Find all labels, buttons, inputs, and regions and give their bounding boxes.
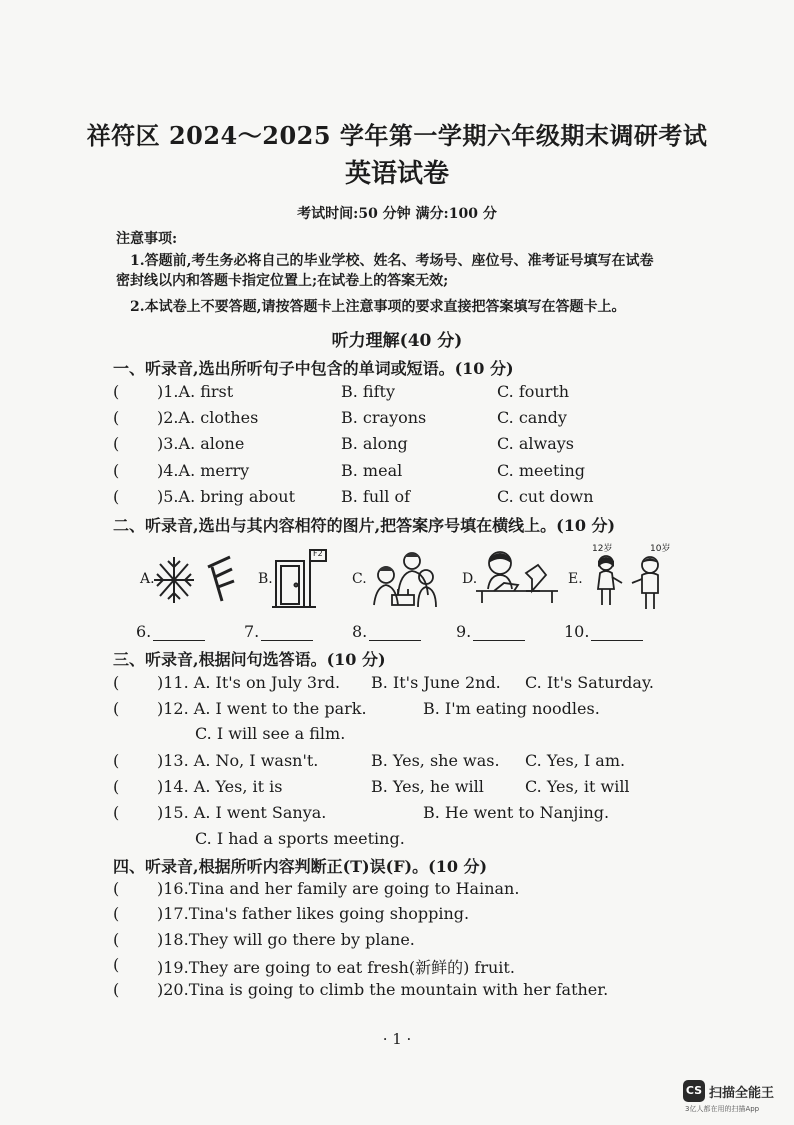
answer-paren: ( (113, 751, 120, 770)
judgement-statement: )20.Tina is going to climb the mountain with her father. (157, 980, 609, 999)
camscanner-logo-icon: CS (683, 1080, 705, 1102)
question-option-a: )15. A. I went Sanya. (157, 803, 327, 822)
exam-info: 考试时间:50 分钟 满分:100 分 (297, 206, 497, 222)
question-row (113, 673, 693, 695)
question-row (113, 699, 693, 721)
section4-title: 四、听录音,根据所听内容判断正(T)误(F)。(10 分) (113, 857, 488, 876)
question-option-a: )3.A. alone (157, 434, 245, 453)
answer-blank[interactable] (136, 622, 205, 641)
judgement-row (113, 980, 693, 1002)
question-option-a: )5.A. bring about (157, 487, 296, 506)
picture-a (140, 545, 240, 615)
age-label-right: 10岁 (650, 544, 671, 554)
part-title: 听力理解(40 分) (331, 331, 463, 351)
question-option-b: B. crayons (341, 408, 427, 427)
picture-e-label: E. (568, 571, 583, 587)
question-option-c: C. It's Saturday. (525, 673, 654, 692)
answer-paren: ( (113, 955, 120, 974)
watermark-app-name: 扫描全能王 (709, 1086, 775, 1101)
answer-paren: ( (113, 904, 120, 923)
scanner-watermark (683, 1080, 787, 1114)
question-option-a: )14. A. Yes, it is (157, 777, 283, 796)
answer-paren: ( (113, 980, 120, 999)
girl-reading-icon (474, 545, 560, 609)
question-option-a: )2.A. clothes (157, 408, 259, 427)
answer-paren: ( (113, 930, 120, 949)
question-option-a: )12. A. I went to the park. (157, 699, 367, 718)
picture-a-label: A. (140, 571, 155, 587)
blank-number: 10. (564, 622, 590, 641)
question-row (113, 487, 693, 509)
question-row-continued (113, 724, 693, 746)
answer-blank[interactable] (352, 622, 421, 641)
page-number: · 1 · (382, 1030, 412, 1048)
picture-d (462, 545, 562, 615)
judgement-statement: )19.They are going to eat fresh(新鲜的) fruit. (157, 958, 515, 977)
question-option-a: )4.A. merry (157, 461, 250, 480)
blank-number: 7. (244, 622, 260, 641)
answer-paren: ( (113, 699, 120, 718)
judgement-row (113, 904, 693, 926)
answer-paren: ( (113, 382, 120, 401)
question-row (113, 803, 693, 825)
question-option-b: B. along (341, 434, 408, 453)
answer-paren: ( (113, 461, 120, 480)
question-row (113, 751, 693, 773)
answer-paren: ( (113, 673, 120, 692)
question-option-c: C. Yes, it will (525, 777, 630, 796)
question-row (113, 408, 693, 430)
snowflake-icon (152, 553, 238, 607)
question-option-c: C. fourth (497, 382, 570, 401)
picture-d-label: D. (462, 571, 478, 587)
picture-c-label: C. (352, 571, 367, 587)
judgement-row (113, 879, 693, 901)
question-row-continued (113, 829, 693, 851)
answer-paren: ( (113, 487, 120, 506)
section2-title: 二、听录音,选出与其内容相符的图片,把答案序号填在横线上。(10 分) (113, 516, 616, 535)
notice-heading: 注意事项: (116, 231, 178, 247)
question-option-c: C. always (497, 434, 574, 453)
question-option-b: B. Yes, he will (371, 777, 484, 796)
answer-blanks (136, 622, 696, 644)
blank-number: 8. (352, 622, 368, 641)
picture-b-label: B. (258, 571, 273, 587)
exam-title: 祥符区 2024～2025 学年第一学期六年级期末调研考试 (86, 121, 708, 150)
question-row (113, 777, 693, 799)
blank-number: 6. (136, 622, 152, 641)
door-sign-label: F2 (313, 549, 323, 558)
notice-item-1 (116, 251, 706, 291)
question-option-c: C. I had a sports meeting. (195, 829, 405, 848)
notice-item-2: 2.本试卷上不要答题,请按答题卡上注意事项的要求直接把答案填写在答题卡上。 (130, 299, 626, 315)
watermark-tagline: 3亿人都在用的扫描App (685, 1105, 760, 1113)
answer-paren: ( (113, 434, 120, 453)
question-option-b: B. fifty (341, 382, 395, 401)
answer-blank[interactable] (244, 622, 313, 641)
question-option-b: B. Yes, she was. (371, 751, 500, 770)
notice-item-1-line2: 密封线以内和答题卡指定位置上;在试卷上的答案无效; (116, 273, 449, 289)
question-option-c: C. candy (497, 408, 567, 427)
question-option-b: B. I'm eating noodles. (423, 699, 600, 718)
question-row (113, 382, 693, 404)
question-option-c: C. Yes, I am. (525, 751, 626, 770)
picture-c (352, 545, 444, 615)
picture-row (140, 545, 680, 615)
section1-title: 一、听录音,选出所听句子中包含的单词或短语。(10 分) (113, 359, 514, 378)
judgement-statement: )17.Tina's father likes going shopping. (157, 904, 470, 923)
answer-paren: ( (113, 408, 120, 427)
question-option-c: C. I will see a film. (195, 724, 346, 743)
family-party-icon (364, 547, 440, 611)
question-option-a: )13. A. No, I wasn't. (157, 751, 319, 770)
notice-item-1-line1: 1.答题前,考生务必将自己的毕业学校、姓名、考场号、座位号、准考证号填写在试卷 (130, 253, 654, 269)
question-option-b: B. It's June 2nd. (371, 673, 501, 692)
answer-paren: ( (113, 879, 120, 898)
two-kids-icon (586, 553, 676, 613)
question-option-a: )11. A. It's on July 3rd. (157, 673, 341, 692)
question-row (113, 461, 693, 483)
question-row (113, 434, 693, 456)
answer-blank[interactable] (564, 622, 643, 641)
question-option-c: C. meeting (497, 461, 586, 480)
question-option-c: C. cut down (497, 487, 594, 506)
picture-b (258, 545, 338, 615)
question-option-b: B. full of (341, 487, 411, 506)
picture-e (568, 545, 680, 615)
judgement-statement: )18.They will go there by plane. (157, 930, 415, 949)
blank-number: 9. (456, 622, 472, 641)
question-option-b: B. He went to Nanjing. (423, 803, 610, 822)
judgement-row (113, 955, 693, 977)
answer-blank[interactable] (456, 622, 525, 641)
exam-subtitle: 英语试卷 (344, 159, 449, 189)
answer-paren: ( (113, 803, 120, 822)
judgement-row (113, 930, 693, 952)
question-option-a: )1.A. first (157, 382, 234, 401)
question-option-b: B. meal (341, 461, 403, 480)
judgement-statement: )16.Tina and her family are going to Hainan. (157, 879, 520, 898)
age-label-left: 12岁 (592, 544, 613, 554)
answer-paren: ( (113, 777, 120, 796)
section3-title: 三、听录音,根据问句选答语。(10 分) (113, 650, 386, 669)
